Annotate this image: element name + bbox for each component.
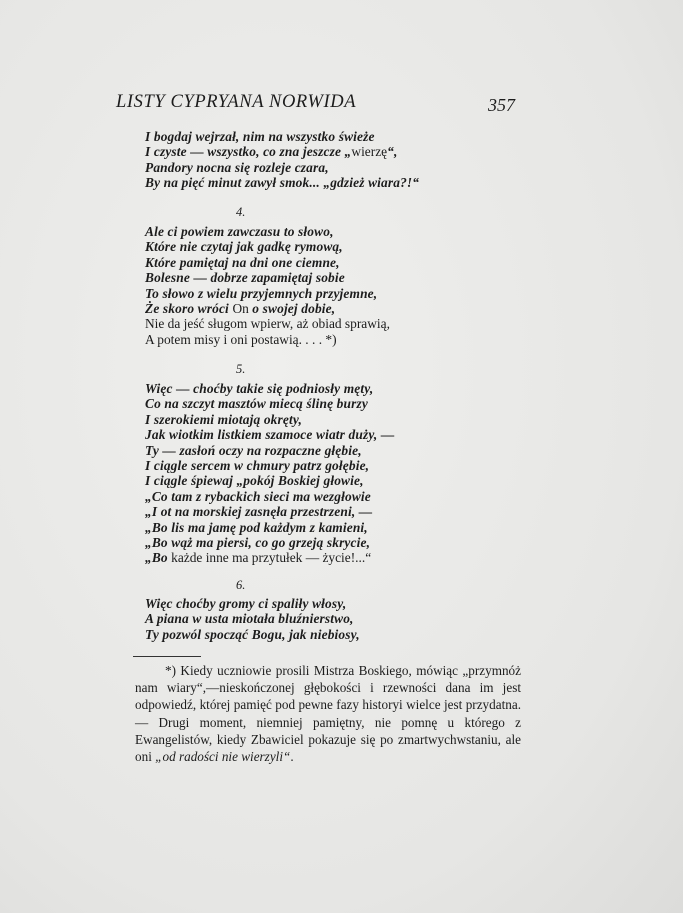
stanza bbox=[145, 224, 390, 347]
footnote-divider bbox=[133, 656, 201, 657]
verse-segment: Które pamiętaj na dni one ciemne, bbox=[145, 254, 340, 270]
verse-segment: Nie da jeść sługom wpierw, aż obiad sprawią, bbox=[145, 316, 390, 332]
verse-line bbox=[145, 270, 390, 285]
verse-line bbox=[145, 627, 360, 642]
stanza-number: 6. bbox=[236, 578, 246, 592]
verse-line bbox=[145, 611, 360, 626]
verse-line bbox=[145, 144, 419, 159]
verse-line bbox=[145, 381, 394, 396]
verse-segment: I ciągle sercem w chmury patrz gołębie, bbox=[145, 457, 370, 473]
footnote-quote: „od radości nie wierzyli“ bbox=[155, 749, 291, 765]
verse-line bbox=[145, 396, 394, 411]
verse-line bbox=[145, 332, 390, 347]
stanza-number: 5. bbox=[236, 362, 246, 376]
verse-line bbox=[145, 160, 419, 175]
verse-segment: A piana w usta miotała bluźnierstwo, bbox=[145, 611, 354, 627]
verse-line bbox=[145, 286, 390, 301]
verse-line bbox=[145, 301, 390, 316]
page-number: 357 bbox=[488, 95, 515, 115]
verse-segment: Że skoro wróci bbox=[145, 300, 233, 316]
verse-line bbox=[145, 550, 394, 565]
verse-segment: On bbox=[232, 300, 249, 316]
verse-segment: Ale ci powiem zawczasu to słowo, bbox=[145, 224, 334, 239]
verse-line bbox=[145, 427, 394, 442]
verse-line bbox=[145, 129, 419, 144]
stanza bbox=[145, 129, 419, 191]
verse-segment: By na pięć minut zawył smok... „gdzież wiara?!“ bbox=[145, 175, 420, 191]
stanza-number: 4. bbox=[236, 205, 246, 219]
verse-segment: „Bo wąż ma piersi, co go grzeją skrycie, bbox=[145, 534, 371, 550]
verse-segment: „I ot na morskiej zasnęła przestrzeni, — bbox=[145, 504, 373, 520]
verse-line bbox=[145, 255, 390, 270]
verse-line bbox=[145, 473, 394, 488]
verse-line bbox=[145, 520, 394, 535]
running-header: LISTY CYPRYANA NORWIDA bbox=[116, 92, 357, 112]
verse-segment: To słowo z wielu przyjemnych przyjemne, bbox=[145, 285, 378, 301]
footnote bbox=[135, 662, 521, 765]
verse-segment: o swojej dobie, bbox=[248, 300, 336, 316]
verse-segment: I szerokiemi miotają okręty, bbox=[145, 411, 302, 427]
verse-line bbox=[145, 443, 394, 458]
verse-segment: Co na szczyt masztów miecą ślinę burzy bbox=[145, 396, 368, 412]
verse-segment: „Co tam z rybackich sieci ma wezgłowie bbox=[145, 488, 371, 504]
verse-segment: wierzę bbox=[351, 144, 388, 160]
verse-line bbox=[145, 504, 394, 519]
verse-line bbox=[145, 596, 360, 611]
stanza bbox=[145, 596, 360, 642]
verse-line bbox=[145, 412, 394, 427]
verse-line bbox=[145, 316, 390, 331]
verse-segment: Pandory nocna się rozleje czara, bbox=[145, 159, 329, 175]
verse-segment: Więc choćby gromy ci spaliły włosy, bbox=[145, 596, 347, 611]
stanza bbox=[145, 381, 394, 566]
verse-segment: I ciągle śpiewaj „pokój Boskiej głowie, bbox=[145, 473, 364, 489]
verse-segment: I czyste — wszystko, co zna jeszcze „ bbox=[145, 144, 352, 160]
verse-segment: „Bo bbox=[145, 550, 168, 566]
verse-segment: Jak wiotkim listkiem szamoce wiatr duży, — bbox=[145, 427, 395, 443]
verse-segment: Ty pozwól spocząć Bogu, jak niebiosy, bbox=[145, 626, 360, 642]
verse-segment: Ty — zasłoń oczy na rozpaczne głębie, bbox=[145, 442, 362, 458]
verse-line bbox=[145, 458, 394, 473]
verse-line bbox=[145, 489, 394, 504]
verse-segment: Które nie czytaj jak gadkę rymową, bbox=[145, 239, 343, 255]
verse-line bbox=[145, 535, 394, 550]
verse-line bbox=[145, 224, 390, 239]
verse-segment: I bogdaj wejrzał, nim na wszystko świeże bbox=[145, 129, 375, 144]
verse-line bbox=[145, 239, 390, 254]
verse-segment: Więc — choćby takie się podniosły męty, bbox=[145, 381, 374, 396]
verse-segment: „Bo lis ma jamę pod każdym z kamieni, bbox=[145, 519, 368, 535]
footnote-text: *) Kiedy uczniowie prosili Mistrza Boskiego, mówiąc „przymnóż nam wiary“,—nieskończonej głębokości i rzewności dana im jest odpowiedź, której pamięć pod pewne fazy historyi wielce jest przydatna. — Drugi moment, niemniej pamiętny, nie pomnę u którego z Ewangelistów, kiedy Zbawiciel pokazuje się po zmartwychwstaniu, ale oni bbox=[135, 663, 521, 765]
verse-segment: każde inne ma przytułek — życie!...“ bbox=[167, 550, 372, 566]
verse-segment: Bolesne — dobrze zapamiętaj sobie bbox=[145, 270, 345, 286]
verse-line bbox=[145, 175, 419, 190]
verse-segment: A potem misy i oni postawią. . . . *) bbox=[145, 331, 337, 347]
verse-segment: “, bbox=[387, 144, 398, 160]
footnote-tail: . bbox=[290, 749, 294, 765]
